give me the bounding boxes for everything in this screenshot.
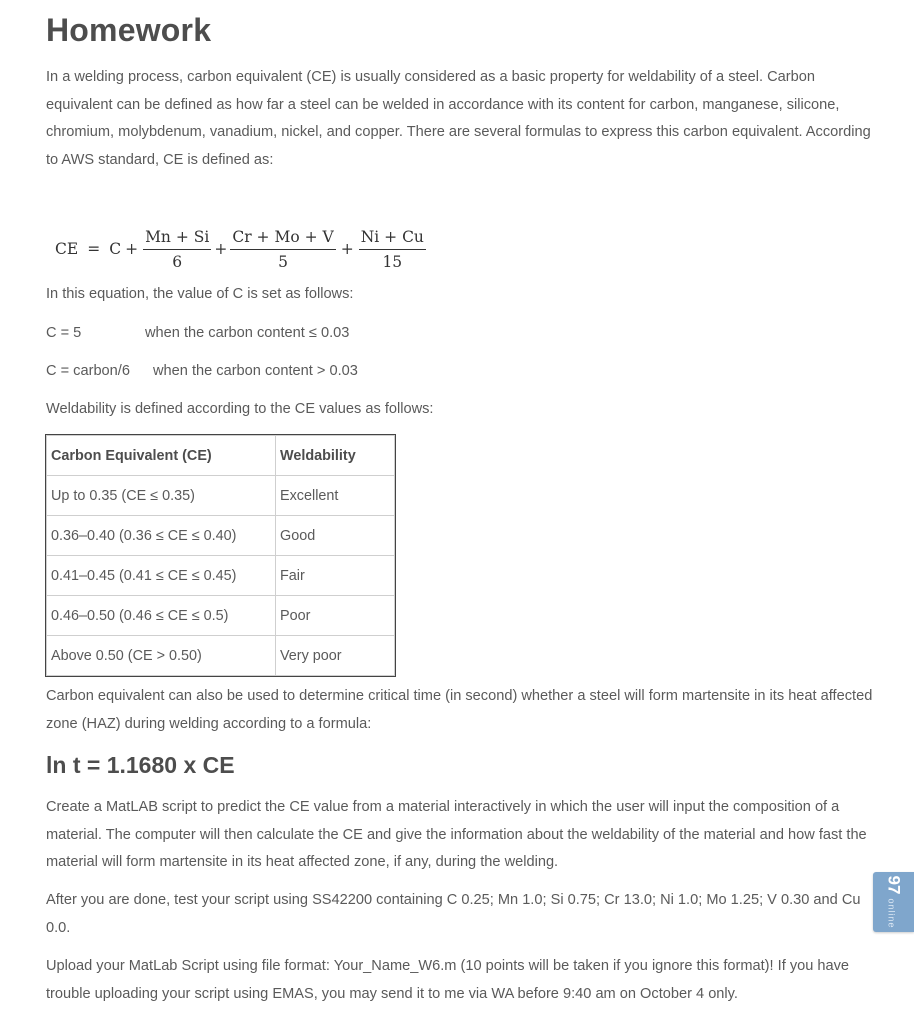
- c-rule-condition: when the carbon content ≤ 0.03: [145, 325, 350, 341]
- ce-equation: [55, 224, 427, 274]
- eq-plus-2: +: [214, 240, 228, 258]
- fraction-numerator: Mn + Si: [143, 228, 211, 250]
- c-rule-value: C = carbon/6: [46, 363, 130, 379]
- table-row: [47, 556, 395, 596]
- c-rule-value: C = 5: [46, 325, 82, 341]
- test-paragraph: After you are done, test your script using SS42200 containing C 0.25; Mn 1.0; Si 0.75; Cr 13.0; Ni 1.0; Mo 1.25; V 0.30 and Cu 0.0.: [46, 892, 861, 936]
- martensite-formula: ln t = 1.1680 x CE: [46, 752, 235, 778]
- weldability-cell: Good: [276, 516, 395, 556]
- ce-range-cell: 0.41–0.45 (0.41 ≤ CE ≤ 0.45): [47, 556, 276, 596]
- online-label: online: [886, 898, 897, 929]
- eq-equals: =: [87, 240, 101, 258]
- fraction-numerator: Ni + Cu: [359, 228, 426, 250]
- eq-fraction-ni-cu: [359, 228, 426, 271]
- upload-paragraph: Upload your MatLab Script using file format: Your_Name_W6.m (10 points will be taken if you ignore this format)! If you have trouble uploading your script using EMAS, you may send it to me via WA before 9:40 am on October 4 only.: [46, 958, 850, 1002]
- eq-fraction-mn-si: [143, 228, 211, 271]
- fraction-denominator: 15: [382, 252, 403, 271]
- table-row: [47, 596, 395, 636]
- c-rule-condition: when the carbon content > 0.03: [153, 363, 358, 379]
- fraction-denominator: 6: [172, 252, 183, 271]
- online-users-badge[interactable]: [873, 872, 914, 932]
- martensite-paragraph: Carbon equivalent can also be used to determine critical time (in second) whether a steel will form martensite in its heat affected zone (HAZ) during welding according to a formula:: [46, 688, 873, 732]
- eq-fraction-cr-mo-v: [230, 228, 335, 271]
- table-row: [47, 636, 395, 676]
- task-paragraph: Create a MatLAB script to predict the CE value from a material interactively in which the user will input the composition of a material. The computer will then calculate the CE and give the information about the weldability of the material and how fast the material will form martensite in its heat affected zone, if any, during the welding.: [46, 799, 867, 870]
- ce-range-cell: 0.46–0.50 (0.46 ≤ CE ≤ 0.5): [47, 596, 276, 636]
- column-header-weldability: Weldability: [276, 436, 395, 476]
- fraction-numerator: Cr + Mo + V: [230, 228, 335, 250]
- c-intro-text: In this equation, the value of C is set as follows:: [46, 286, 354, 302]
- table-row: [47, 476, 395, 516]
- c-rule-row: [46, 325, 349, 341]
- eq-plus-3: +: [340, 240, 354, 258]
- page-title: Homework: [46, 12, 212, 48]
- weldability-intro: Weldability is defined according to the CE values as follows:: [46, 401, 434, 417]
- column-header-ce: Carbon Equivalent (CE): [47, 436, 276, 476]
- eq-plus-1: +: [125, 240, 139, 258]
- ce-range-cell: Above 0.50 (CE > 0.50): [47, 636, 276, 676]
- eq-lhs: CE: [55, 240, 79, 258]
- weldability-cell: Excellent: [276, 476, 395, 516]
- fraction-denominator: 5: [278, 252, 288, 271]
- intro-paragraph: In a welding process, carbon equivalent (CE) is usually considered as a basic property for weldability of a steel. Carbon equivalent can be defined as how far a steel can be welded in accordance with its content for carbon, manganese, silicone, chromium, molybdenum, vanadium, nickel, and copper. There are several formulas to express this carbon equivalent. According to AWS standard, CE is defined as:: [46, 69, 871, 168]
- eq-c: C: [109, 240, 122, 258]
- c-rule-row: [46, 363, 358, 379]
- weldability-cell: Fair: [276, 556, 395, 596]
- online-count: 97: [884, 875, 904, 895]
- weldability-table: [46, 435, 395, 676]
- weldability-cell: Very poor: [276, 636, 395, 676]
- table-header-row: [47, 436, 395, 476]
- ce-range-cell: 0.36–0.40 (0.36 ≤ CE ≤ 0.40): [47, 516, 276, 556]
- weldability-cell: Poor: [276, 596, 395, 636]
- ce-range-cell: Up to 0.35 (CE ≤ 0.35): [47, 476, 276, 516]
- table-row: [47, 516, 395, 556]
